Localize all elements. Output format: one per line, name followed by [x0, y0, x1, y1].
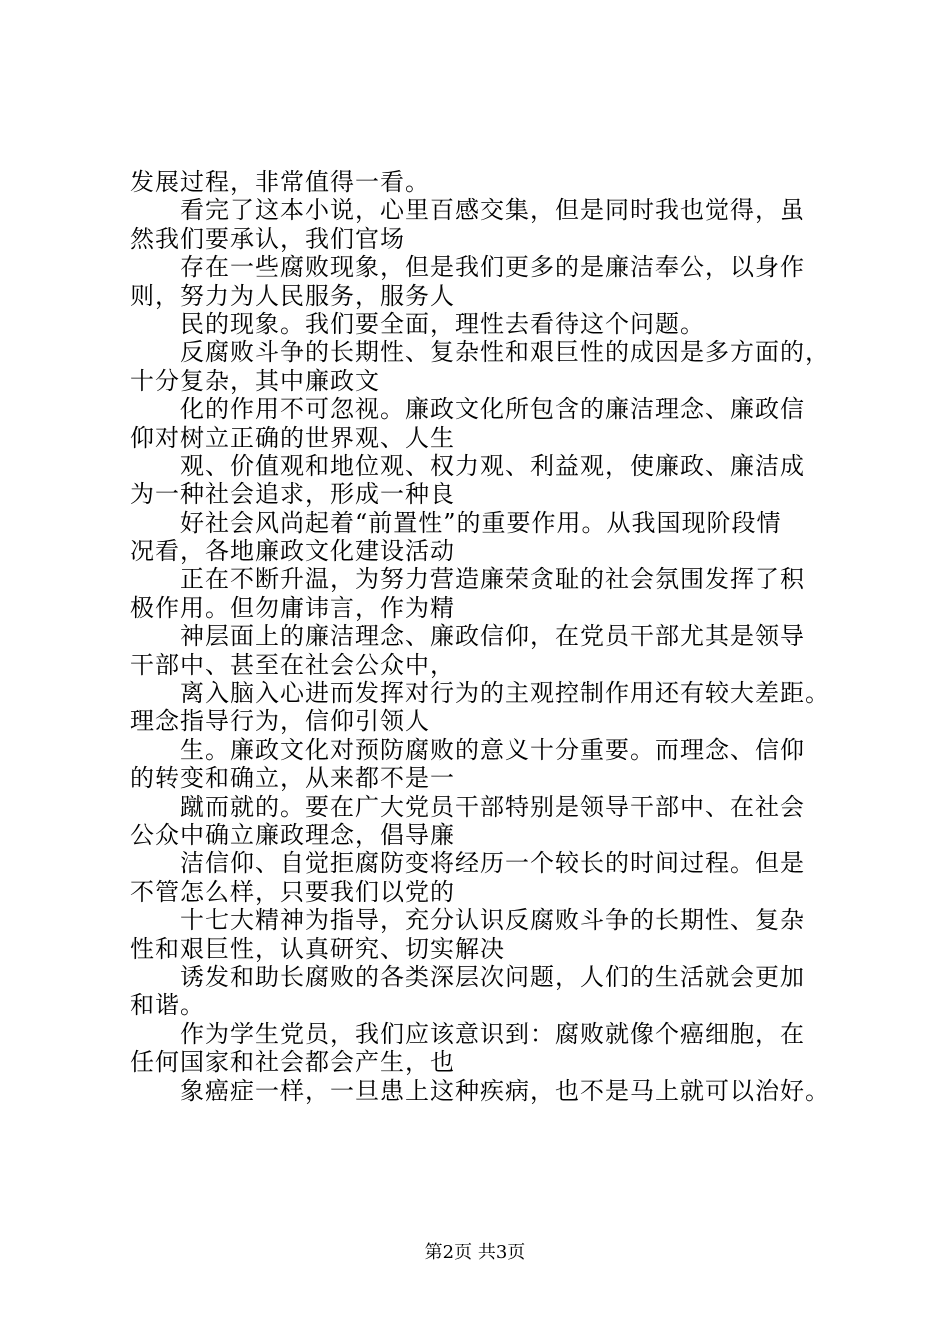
text-line: 蹴而就的。要在广大党员干部特别是领导干部中、在社会 [180, 792, 805, 821]
text-line: 观、价值观和地位观、权力观、利益观，使廉政、廉洁成 [180, 451, 805, 480]
text-line: 民的现象。我们要全面，理性去看待这个问题。 [180, 309, 705, 338]
text-line: 十分复杂，其中廉政文 [130, 366, 380, 395]
text-line: 为一种社会追求，形成一种良 [130, 480, 455, 509]
text-line: 存在一些腐败现象，但是我们更多的是廉洁奉公，以身作 [180, 253, 805, 282]
text-line: 洁信仰、自觉拒腐防变将经历一个较长的时间过程。但是 [180, 849, 805, 878]
text-line: 作为学生党员，我们应该意识到：腐败就像个癌细胞，在 [180, 1019, 805, 1048]
text-line: 化的作用不可忽视。廉政文化所包含的廉洁理念、廉政信 [180, 395, 805, 424]
text-line: 诱发和助长腐败的各类深层次问题，人们的生活就会更加 [180, 962, 805, 991]
text-line: 不管怎么样，只要我们以党的 [130, 877, 455, 906]
text-line: 十七大精神为指导，充分认识反腐败斗争的长期性、复杂 [180, 906, 805, 935]
text-line: 和谐。 [130, 991, 205, 1020]
text-line: 反腐败斗争的长期性、复杂性和艰巨性的成因是多方面的， [180, 338, 830, 367]
text-line: 生。廉政文化对预防腐败的意义十分重要。而理念、信仰 [180, 735, 805, 764]
text-line: 理念指导行为，信仰引领人 [130, 707, 430, 736]
text-line: 正在不断升温，为努力营造廉荣贪耻的社会氛围发挥了积 [180, 565, 805, 594]
text-line: 干部中、甚至在社会公众中， [130, 650, 455, 679]
text-line: 性和艰巨性，认真研究、切实解决 [130, 934, 505, 963]
text-line: 象癌症一样，一旦患上这种疾病，也不是马上就可以治好。 [180, 1076, 830, 1105]
text-line: 的转变和确立，从来都不是一 [130, 764, 455, 793]
text-line: 好社会风尚起着“前置性”的重要作用。从我国现阶段情 [180, 508, 782, 537]
text-line: 公众中确立廉政理念，倡导廉 [130, 820, 455, 849]
text-line: 仰对树立正确的世界观、人生 [130, 423, 455, 452]
document-body [130, 168, 840, 1105]
text-line: 况看，各地廉政文化建设活动 [130, 537, 455, 566]
text-line: 任何国家和社会都会产生，也 [130, 1048, 455, 1077]
page-footer: 第2页 共3页 [424, 1242, 526, 1263]
text-line: 发展过程，非常值得一看。 [130, 168, 430, 196]
text-line: 神层面上的廉洁理念、廉政信仰，在党员干部尤其是领导 [180, 622, 805, 651]
text-line: 离入脑入心进而发挥对行为的主观控制作用还有较大差距。 [180, 679, 830, 708]
text-line: 极作用。但勿庸讳言，作为精 [130, 593, 455, 622]
text-line: 然我们要承认，我们官场 [130, 224, 405, 253]
text-line: 看完了这本小说，心里百感交集，但是同时我也觉得，虽 [180, 196, 805, 225]
text-line: 则，努力为人民服务，服务人 [130, 281, 455, 310]
